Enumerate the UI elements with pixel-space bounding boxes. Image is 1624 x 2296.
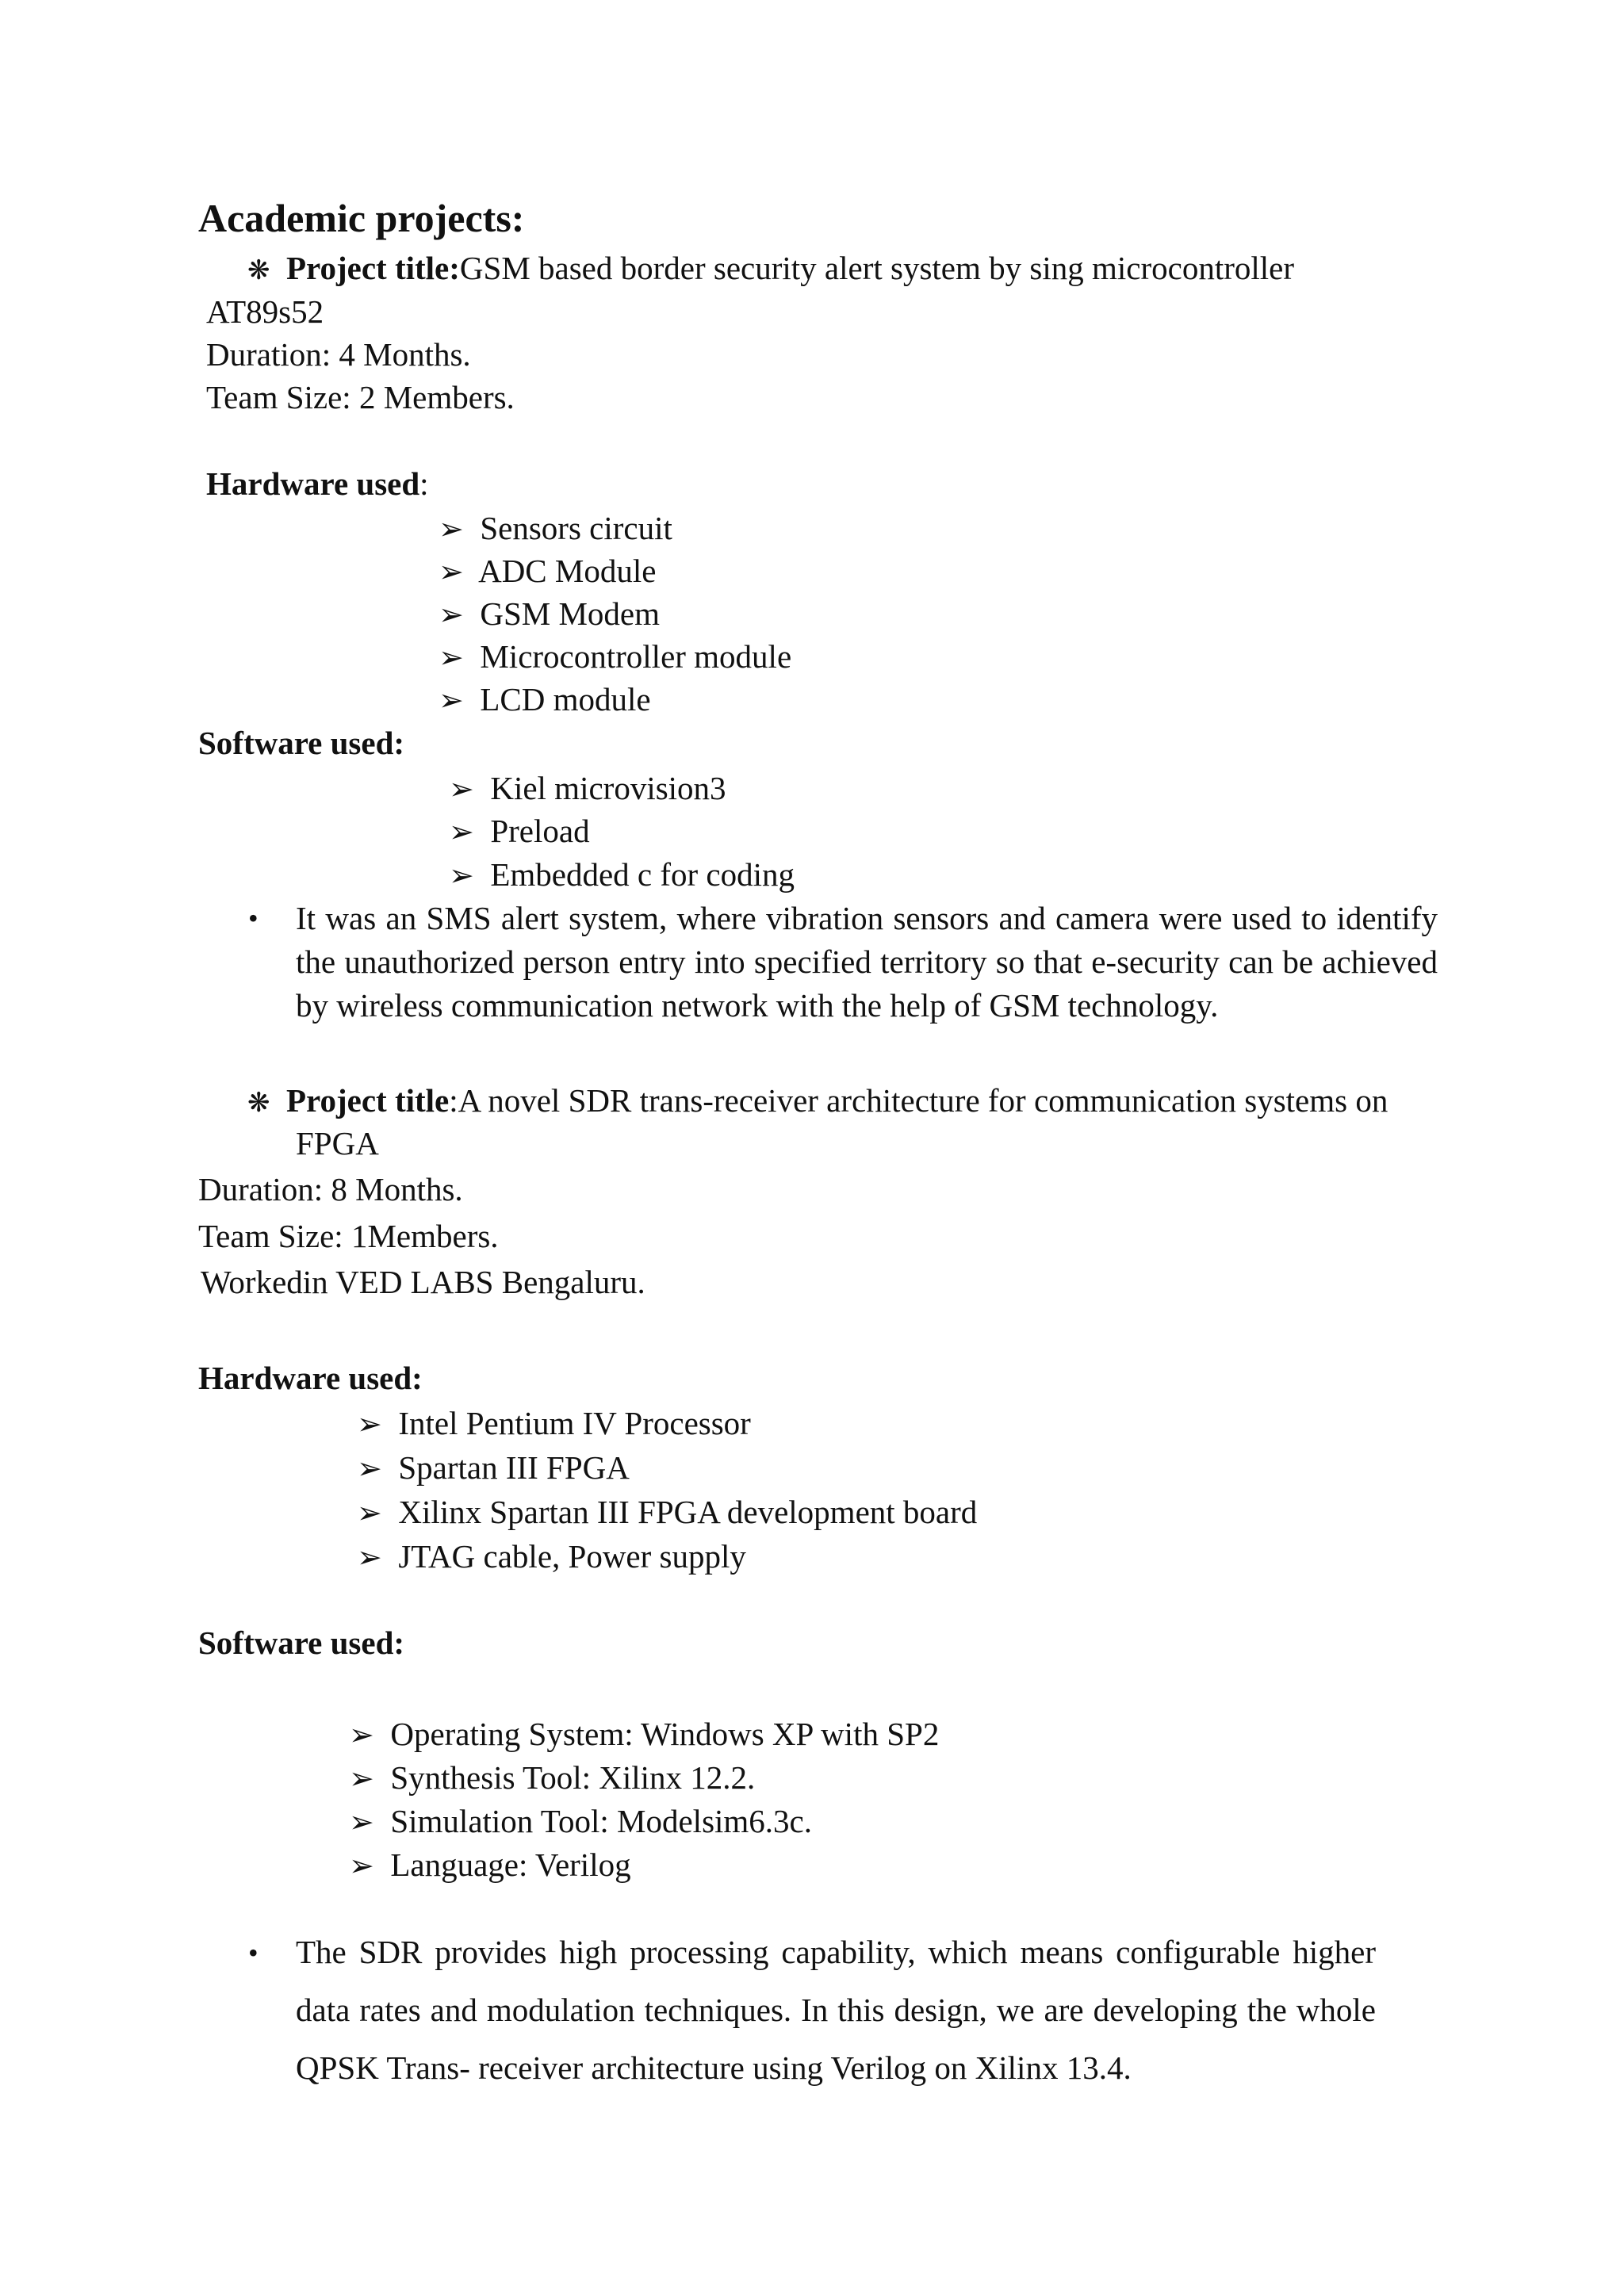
project2-team-size: Team Size: 1Members. (198, 1218, 499, 1254)
project2-hardware-heading: Hardware used: (198, 1360, 423, 1396)
list-item: ➢ GSM Modem (439, 595, 661, 632)
project2-title-continued: FPGA (296, 1125, 379, 1161)
arrow-bullet-icon: ➢ (439, 556, 464, 589)
star-bullet-icon: ❋ (247, 256, 270, 285)
project1-title-text: GSM based border security alert system by sing microcontroller (459, 250, 1294, 286)
list-item: ➢ JTAG cable, Power supply (357, 1538, 746, 1575)
project2-title-text: :A novel SDR trans-receiver architecture for communication systems on (449, 1082, 1388, 1119)
project2-duration: Duration: 8 Months. (198, 1171, 463, 1207)
arrow-bullet-icon: ➢ (349, 1850, 374, 1883)
arrow-bullet-icon: ➢ (449, 773, 474, 806)
project1-title-continued: AT89s52 (206, 293, 324, 330)
project1-software-heading: Software used: (198, 725, 405, 761)
project1-duration: Duration: 4 Months. (206, 336, 471, 373)
list-item: ➢ ADC Module (439, 553, 657, 589)
list-item: ➢ Preload (449, 813, 590, 849)
list-item: ➢ Kiel microvision3 (449, 770, 726, 806)
list-item: ➢ Microcontroller module (439, 638, 792, 675)
arrow-bullet-icon: ➢ (349, 1806, 374, 1839)
arrow-bullet-icon: ➢ (349, 1719, 374, 1752)
arrow-bullet-icon: ➢ (349, 1762, 374, 1796)
project1-team-size: Team Size: 2 Members. (206, 379, 515, 415)
arrow-bullet-icon: ➢ (449, 859, 474, 893)
list-item: ➢ Sensors circuit (439, 510, 672, 546)
arrow-bullet-icon: ➢ (439, 513, 464, 546)
arrow-bullet-icon: ➢ (439, 684, 464, 718)
project1-hardware-colon: : (419, 465, 429, 502)
project2-title-line (247, 1079, 1388, 1125)
project2-title-label: Project title (286, 1082, 450, 1119)
arrow-bullet-icon: ➢ (439, 641, 464, 675)
arrow-bullet-icon: ➢ (449, 816, 474, 849)
arrow-bullet-icon: ➢ (439, 599, 464, 632)
project1-title-line (247, 247, 1294, 293)
list-item: ➢ Synthesis Tool: Xilinx 12.2. (349, 1759, 756, 1796)
arrow-bullet-icon: ➢ (357, 1408, 382, 1441)
project2-worked-in: Workedin VED LABS Bengaluru. (201, 1264, 645, 1300)
list-item: ➢ Spartan III FPGA (357, 1449, 630, 1486)
arrow-bullet-icon: ➢ (357, 1452, 382, 1486)
project2-software-heading: Software used: (198, 1624, 405, 1661)
list-item: ➢ Language: Verilog (349, 1846, 631, 1883)
bullet-icon: • (248, 1937, 259, 1969)
list-item: ➢ Simulation Tool: Modelsim6.3c. (349, 1803, 813, 1839)
list-item: ➢ Operating System: Windows XP with SP2 (349, 1716, 940, 1752)
section-heading: Academic projects: (198, 196, 525, 240)
project1-description: It was an SMS alert system, where vibration sensors and camera were used to identify the unauthorized person entry into specified territory so that e-security can be achieved by wireless communication network with the help of GSM technology. (296, 900, 1438, 1024)
arrow-bullet-icon: ➢ (357, 1541, 382, 1575)
project2-description: The SDR provides high processing capability, which means configurable higher data rates and modulation techniques. In this design, we are developing the whole QPSK Trans- receiver architecture using Verilog on Xilinx 13.4. (296, 1934, 1376, 2086)
bullet-icon: • (248, 902, 259, 934)
list-item: ➢ Xilinx Spartan III FPGA development board (357, 1494, 978, 1530)
project1-title-label: Project title: (286, 250, 460, 286)
list-item: ➢ Intel Pentium IV Processor (357, 1405, 751, 1441)
list-item: ➢ LCD module (439, 681, 651, 718)
project1-hardware-label: Hardware used (206, 465, 420, 502)
arrow-bullet-icon: ➢ (357, 1497, 382, 1530)
list-item: ➢ Embedded c for coding (449, 856, 795, 893)
project1-hardware-heading (206, 462, 429, 505)
star-bullet-icon: ❋ (247, 1089, 270, 1118)
